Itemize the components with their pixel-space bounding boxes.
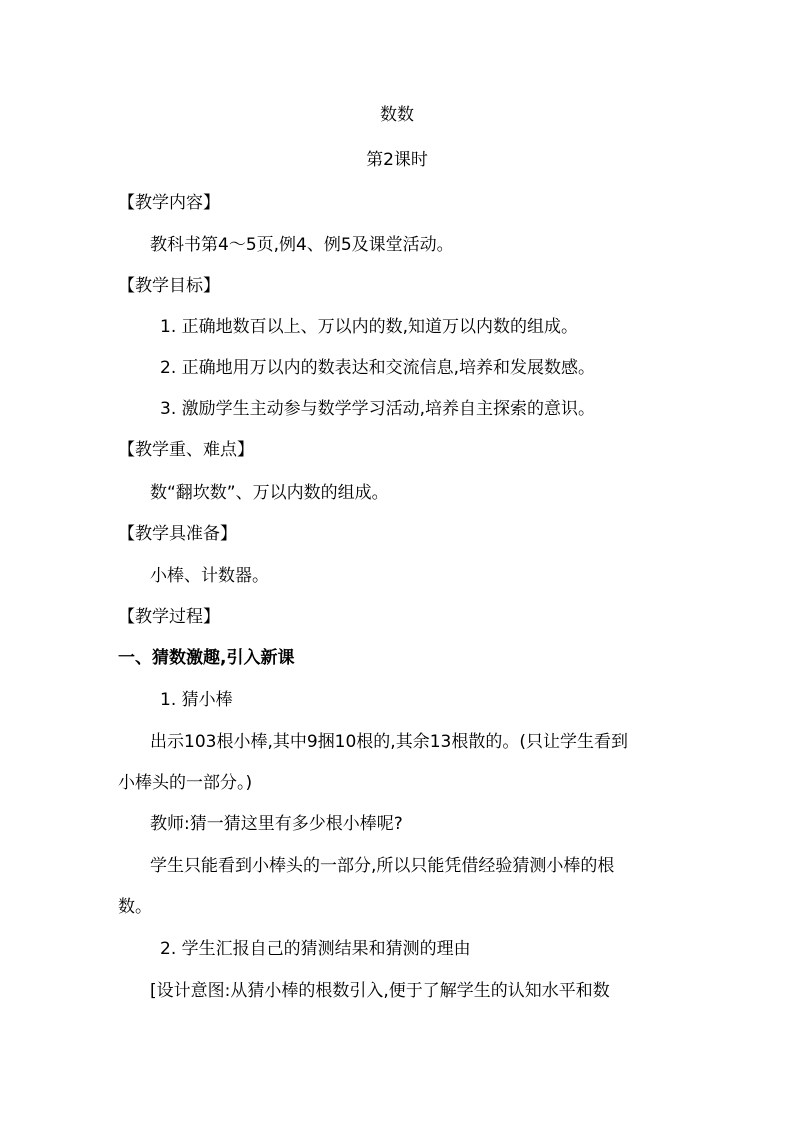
section-heading-goals: 【教学目标】 <box>118 276 220 296</box>
section-heading-content: 【教学内容】 <box>118 193 220 213</box>
paragraph-3-line-2: 数。 <box>118 897 152 917</box>
paragraph-1-line-1: 出示103根小棒,其中9捆10根的,其余13根散的。(只让学生看到 <box>150 732 628 752</box>
paragraph-1-line-2: 小棒头的一部分。) <box>118 773 253 793</box>
section-heading-process: 【教学过程】 <box>118 607 220 627</box>
document-title: 数数 <box>380 105 414 125</box>
section-heading-tools: 【教学具准备】 <box>118 524 237 544</box>
goal-item-3: 3. 激励学生主动参与数学学习活动,培养自主探索的意识。 <box>160 399 596 419</box>
goal-item-1: 1. 正确地数百以上、万以内的数,知道万以内数的组成。 <box>160 317 579 337</box>
paragraph-2: 教师:猜一猜这里有多少根小棒呢? <box>150 814 403 834</box>
part-1-heading: 一、猜数激趣,引入新课 <box>118 648 295 668</box>
section-heading-key-points: 【教学重、难点】 <box>118 440 254 460</box>
paragraph-3-line-1: 学生只能看到小棒头的一部分,所以只能凭借经验猜测小棒的根 <box>150 856 615 876</box>
step-2: 2. 学生汇报自己的猜测结果和猜测的理由 <box>160 939 471 959</box>
tools-text: 小棒、计数器。 <box>150 566 269 586</box>
key-points-text: 数“翻坎数”、万以内数的组成。 <box>150 483 389 503</box>
goal-item-2: 2. 正确地用万以内的数表达和交流信息,培养和发展数感。 <box>160 358 596 378</box>
step-1: 1. 猜小棒 <box>160 690 233 710</box>
document-subtitle: 第2课时 <box>366 150 428 170</box>
paragraph-4: [设计意图:从猜小棒的根数引入,便于了解学生的认知水平和数 <box>150 981 610 1001</box>
content-text: 教科书第4～5页,例4、例5及课堂活动。 <box>150 235 454 255</box>
